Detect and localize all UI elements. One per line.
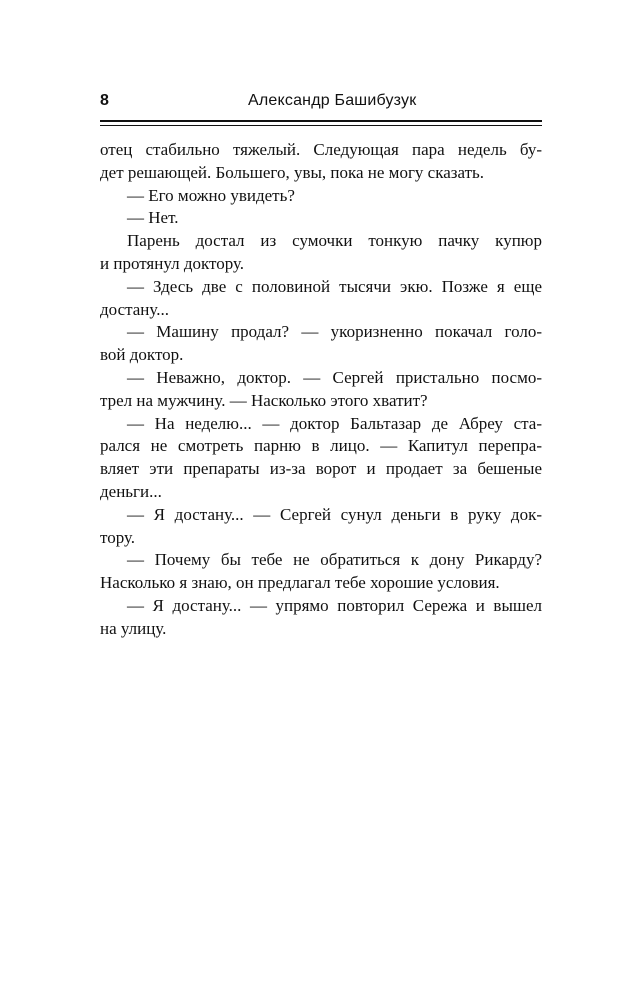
header-rule-thin — [100, 125, 542, 126]
text-line: — На неделю... — доктор Бальтазар де Абреу ста- — [127, 413, 542, 433]
author-name: Александр Башибузук — [248, 92, 417, 109]
text-line: — Его можно увидеть? — [127, 185, 295, 205]
header-rule-thick — [100, 120, 542, 122]
text-line: — Я достану... — Сергей сунул деньги в руку док- — [127, 504, 542, 524]
text-line: и протянул доктору. — [100, 253, 245, 273]
page-number: 8 — [100, 92, 109, 109]
text-line: достану... — [100, 299, 169, 319]
text-line: — Почему бы тебе не обратиться к дону Рикарду? — [127, 550, 542, 570]
text-line: Парень достал из сумочки тонкую пачку купюр — [127, 231, 542, 251]
body-text — [100, 139, 542, 641]
text-line: тору. — [100, 527, 136, 547]
text-line: — Машину продал? — укоризненно покачал голо- — [127, 322, 542, 342]
text-line: дет решающей. Большего, увы, пока не могу сказать. — [100, 162, 485, 182]
text-line: трел на мужчину. — Насколько этого хватит? — [100, 390, 428, 410]
text-line: — Я достану... — упрямо повторил Сережа и вышел — [127, 595, 542, 615]
text-line: рался не смотреть парню в лицо. — Капитул перепра- — [100, 436, 542, 456]
text-line: вляет эти препараты из-за ворот и продает за бешеные — [100, 459, 542, 479]
running-header — [100, 92, 542, 116]
text-line: отец стабильно тяжелый. Следующая пара недель бу- — [100, 140, 542, 159]
text-line: — Нет. — [127, 208, 179, 228]
text-line: на улицу. — [100, 618, 167, 638]
text-line: вой доктор. — [100, 345, 184, 365]
text-line: — Неважно, доктор. — Сергей пристально посмо- — [127, 367, 542, 387]
text-line: Насколько я знаю, он предлагал тебе хорошие условия. — [100, 573, 500, 593]
text-line: — Здесь две с половиной тысячи экю. Позже я еще — [127, 276, 542, 296]
text-line: деньги... — [100, 481, 162, 501]
